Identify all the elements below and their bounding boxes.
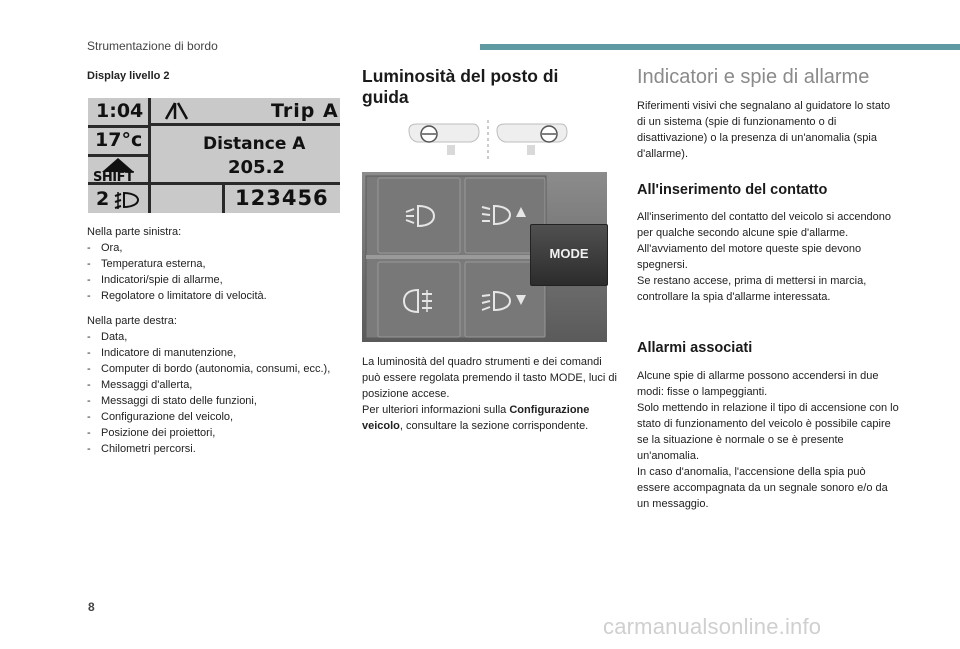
paragraph: All'inserimento del contatto del veicolo si accendono per qualche secondo alcune spie d'allarme. bbox=[637, 211, 892, 239]
list-item: - Temperatura esterna, bbox=[87, 256, 337, 272]
front-fog-light-icon bbox=[402, 288, 436, 314]
list-item: - Computer di bordo (autonomia, consumi, ecc.), bbox=[87, 361, 337, 377]
configuration-link-text: Configurazione veicolo bbox=[362, 404, 590, 432]
page-number: 8 bbox=[88, 600, 95, 614]
list-item: - Regolatore o limitatore di velocità. bbox=[87, 288, 337, 304]
right-side-list bbox=[87, 329, 337, 457]
paragraph: All'avviamento del motore queste spie devono spegnersi. bbox=[637, 243, 862, 271]
list-item: - Data, bbox=[87, 329, 337, 345]
associated-alarms-text bbox=[637, 368, 899, 512]
display-odometer: 123456 bbox=[235, 186, 329, 210]
display-level-subtitle: Display livello 2 bbox=[87, 70, 170, 82]
left-side-list bbox=[87, 240, 337, 304]
paragraph: Solo mettendo in relazione il tipo di accensione con lo stato di funzionamento del veicolo è possibile capire se la situazione è normale o se è presente un'anomalia. bbox=[637, 402, 899, 462]
paragraph: Se restano accese, prima di mettersi in marcia, controllare la spia d'allarme interessata. bbox=[637, 275, 867, 303]
paragraph: In caso d'anomalia, l'accensione della spia può essere accompagnata da un segnale sonoro e/o da un messaggio. bbox=[637, 466, 888, 510]
list-item: - Configurazione del veicolo, bbox=[87, 409, 337, 425]
display-temperature: 17°c bbox=[95, 129, 143, 151]
ignition-on-text bbox=[637, 209, 899, 305]
associated-alarms-heading: Allarmi associati bbox=[637, 340, 753, 356]
display-distance-value: 205.2 bbox=[228, 157, 285, 178]
brightness-paragraph: La luminosità del quadro strumenti e dei comandi può essere regolata premendo il tasto MODE, luci di posizione accese. bbox=[362, 356, 617, 400]
light-control-panel bbox=[362, 172, 607, 342]
list-item: - Indicatore di manutenzione, bbox=[87, 345, 337, 361]
list-item: - Indicatori/spie di allarme, bbox=[87, 272, 337, 288]
display-shift: SHIFT bbox=[93, 170, 134, 185]
right-side-intro: Nella parte destra: bbox=[87, 315, 177, 327]
section-title: Strumentazione di bordo bbox=[87, 39, 218, 53]
ignition-on-heading: All'inserimento del contatto bbox=[637, 182, 828, 198]
list-item: - Chilometri percorsi. bbox=[87, 441, 337, 457]
mode-button-label: MODE bbox=[549, 246, 589, 261]
dashboard-location-illustration bbox=[405, 118, 570, 162]
display-distance-label: Distance A bbox=[203, 134, 306, 154]
headlamp-level-icon bbox=[112, 190, 142, 210]
mode-button[interactable] bbox=[530, 224, 608, 286]
arrow-down-icon bbox=[515, 294, 527, 306]
brightness-text bbox=[362, 354, 620, 434]
list-item: - Messaggi di stato delle funzioni, bbox=[87, 393, 337, 409]
display-gear: 2 bbox=[96, 188, 110, 210]
configuration-prefix: Per ulteriori informazioni sulla bbox=[362, 404, 510, 416]
arrow-up-icon bbox=[515, 206, 527, 218]
list-item: - Messaggi d'allerta, bbox=[87, 377, 337, 393]
list-item: - Ora, bbox=[87, 240, 337, 256]
configuration-paragraph bbox=[362, 402, 620, 434]
brightness-down-icon bbox=[480, 288, 514, 314]
display-trip: Trip A bbox=[271, 100, 339, 122]
dashboard-brightness-heading: Luminosità del posto di guida bbox=[362, 66, 559, 107]
watermark: carmanualsonline.info bbox=[603, 614, 822, 639]
header-bar bbox=[480, 44, 960, 50]
left-side-intro: Nella parte sinistra: bbox=[87, 226, 182, 238]
rear-fog-light-icon bbox=[404, 204, 436, 228]
brightness-up-icon bbox=[480, 202, 514, 228]
paragraph: Alcune spie di allarme possono accendersi in due modi: fisse o lampeggianti. bbox=[637, 370, 879, 398]
list-item: - Posizione dei proiettori, bbox=[87, 425, 337, 441]
lcd-display-illustration bbox=[88, 98, 340, 213]
warning-lights-intro: Riferimenti visivi che segnalano al guidatore lo stato di un sistema (spie di funzionamento o di disattivazione) o la presenza di un'anomalia (spia d'allarme). bbox=[637, 100, 891, 160]
warning-lights-heading: Indicatori e spie di allarme bbox=[637, 66, 870, 88]
display-time: 1:04 bbox=[96, 100, 144, 122]
service-spanner-icon bbox=[162, 101, 192, 121]
configuration-suffix: , consultare la sezione corrispondente. bbox=[399, 420, 589, 432]
